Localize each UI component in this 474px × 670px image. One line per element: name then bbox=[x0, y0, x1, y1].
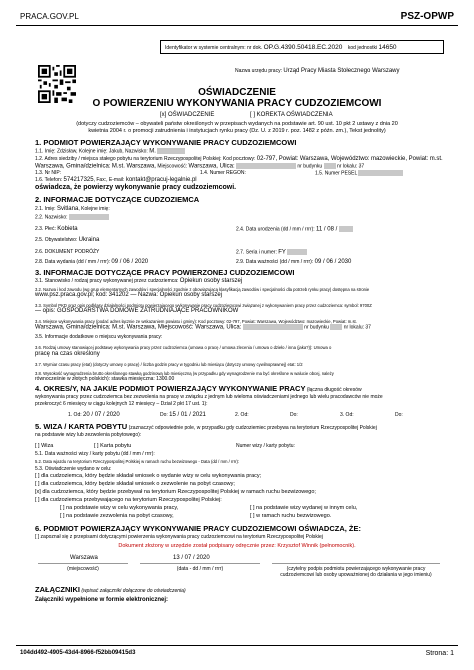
s3-building-label: nr budynku bbox=[304, 324, 329, 331]
s2-issue-label: 2.8. Data wydania (dd / mm / rrrr): bbox=[35, 259, 111, 265]
s2-name: Svitlana bbox=[56, 206, 79, 212]
s3-position: Opiekun osoby starszej bbox=[179, 278, 243, 284]
s1-voivodeship: mazowieckie, Powiat: bbox=[370, 156, 429, 162]
s4-line-2: przekroczyć 6 miesięcy w ciągu kolejnych 12 miesięcy – Dział 2 pkt 17 ust. 1): bbox=[35, 401, 208, 407]
section-2-title: 2. INFORMACJE DOTYCZĄCE CUDZOZIEMCA bbox=[35, 195, 200, 204]
page-header bbox=[16, 12, 458, 26]
s3-position-label: 3.1. Stanowisko / rodzaj pracy wykonywanej przez cudzoziemca: bbox=[35, 278, 179, 284]
s1-declaration: oświadcza, że powierzy wykonywanie pracy cudzoziemcowi. bbox=[35, 184, 237, 191]
s1-gmina: M.st. Warszawa, bbox=[111, 163, 156, 170]
s3-salary-label: 3.8. Wysokość wynagrodzenia brutto określonego stawką godzinową lub miesięczną (w przypadku gdy wynagrodzenie ma być określone w walucie obcej, należy bbox=[35, 371, 334, 376]
s1-fax-label: , Fax: bbox=[93, 177, 107, 183]
s4-to-3: Do: bbox=[395, 412, 403, 418]
s6-signed-note: Dokument złożony w urzędzie został podpisany odręcznie przez: Krzysztof Winnik (pełnomocnik). bbox=[118, 543, 356, 549]
s4-note: (łączna długość okresów bbox=[306, 387, 362, 393]
s3-contract-label: 3.6. Rodzaj umowy stanowiącej podstawę wykonywania pracy przez cudzoziemca (umowa o pracę / umowa zlecenia / umowa o dzieło / inna (jaka?)): Umowa o bbox=[35, 345, 332, 350]
s4-to-label: Do: bbox=[160, 412, 168, 418]
s4-from: 20 / 07 / 2020 bbox=[83, 412, 120, 418]
s2-travel-doc: 2.6. DOKUMENT PODRÓŻY bbox=[35, 249, 100, 255]
s1-phone: 574217325 bbox=[63, 177, 94, 183]
s3-workplace-label: 3.4. Miejsce wykonywania pracy (podać adres łącznie ze wskazaniem powiatu i gminy): Kod pocztowy: 02-797, Powiat: Warszawa, Województwo: mazowieckie, Powiat: m.st. bbox=[35, 319, 357, 324]
s2-dob: 11 / 08 / bbox=[316, 226, 338, 233]
s2-series-label: 2.7. Seria i numer: bbox=[236, 249, 277, 256]
s5-opt-6: [ ] na podstawie wizy wydanej w innym celu, bbox=[250, 505, 358, 511]
site-name: PRACA.GOV.PL bbox=[20, 12, 79, 21]
s1-regon: 1.4. Numer REGON: bbox=[200, 170, 246, 176]
s2-sex: Kobieta bbox=[57, 226, 78, 232]
redaction-block bbox=[330, 324, 342, 330]
s5-validity: 5.1. Data ważności wizy / karty pobytu (dd / mm / rrrr): bbox=[35, 451, 155, 457]
s5-opt-4: [ ] dla cudzoziemca przebywającego na terytorium Rzeczypospolitej Polskiej: bbox=[35, 497, 222, 503]
s5-opt-7: [ ] na podstawie zezwolenia na pobyt czasowy, bbox=[60, 513, 174, 519]
s1-email-label: , E-mail: bbox=[106, 177, 125, 183]
redaction-block bbox=[358, 170, 403, 176]
s2-dob-label: 2.4. Data urodzenia (dd / mm / rrrr): bbox=[236, 226, 315, 233]
attachments-note: (wpisać załączniki dołączone do oświadczenia) bbox=[81, 588, 186, 594]
form-subtitle: O POWIERZENIU WYKONYWANIA PRACY CUDZOZIEMCOWI bbox=[92, 98, 382, 109]
s5-opt-5: [ ] na podstawie wizy w celu wykonywania pracy, bbox=[60, 505, 179, 511]
id-label: Identyfikator w systemie centralnym: nr dok. bbox=[165, 45, 263, 51]
s5-number: Numer wizy / karty pobytu: bbox=[236, 443, 295, 449]
section-3-title: 3. INFORMACJE DOTYCZĄCE PRACY POWIERZONEJ CUDZOZIEMCOWI bbox=[35, 268, 295, 277]
s3-hours: 3.7. Wymiar czasu pracy (etat) (dotyczy umowy o pracę) / liczba godzin pracy w tygodniu lub miesiącu (dotyczy umowy cywilnoprawnej) etat: 1/2 bbox=[35, 362, 303, 367]
s2-sex-label: 2.3. Płeć: bbox=[35, 226, 56, 232]
document-uuid: 104dd492-4905-43d4-8966-f52bb09415d3 bbox=[20, 650, 136, 656]
s5-opt-2: [ ] dla cudzoziemca, który będzie składał wniosek o zezwolenie na pobyt czasowy; bbox=[35, 481, 235, 487]
s1-nip: 1.3. Nr NIP: bbox=[35, 170, 62, 176]
s6-signature-caption: (czytelny podpis podmiotu powierzającego wykonywanie pracy cudzoziemcowi lub osoby upoważnionej do działania w jego imieniu) bbox=[280, 566, 432, 578]
s2-issue-date: 09 / 06 / 2020 bbox=[111, 259, 149, 265]
form-title: OŚWIADCZENIE bbox=[198, 87, 276, 98]
s3-pkd-label: 3.3. Symbol PKD oraz opis podklasy działalności podmiotu powierzającego wykonywanie pracy cudzoziemcowi związanej z wykonywaniem pracy przez cudzoziemca: symbol: 9700Z bbox=[35, 303, 372, 308]
section-1-title: 1. PODMIOT POWIERZAJĄCY WYKONYWANIE PRACY CUDZOZIEMCOWI bbox=[35, 138, 297, 147]
doc-number: OP.G.4390.50418.EC.2020 bbox=[263, 44, 343, 51]
unit-code: 14650 bbox=[378, 44, 397, 51]
s5-entry: 5.2. Data wjazdu na terytorium Rzeczypospolitej Polskiej w ramach ruchu bezwizowego - Data (dd / mm / rrrr): bbox=[35, 459, 240, 464]
s2-citizenship: Ukraina bbox=[78, 237, 100, 243]
s3-salary: równocześnie w złotych polskich): stawka miesięczna: 1300.00 bbox=[35, 376, 175, 382]
redaction-block bbox=[236, 163, 296, 169]
s2-expiry-label: 2.9. Data ważności (dd / mm / rrrr): bbox=[236, 259, 314, 265]
section-5-title: 5. WIZA / KARTA POBYTU bbox=[35, 422, 128, 431]
option-declaration: [x] OŚWIADCZENIE bbox=[160, 112, 215, 118]
office-name: Urząd Pracy Miasta Stołecznego Warszawy bbox=[283, 68, 400, 74]
attachments-title: ZAŁĄCZNIKI bbox=[35, 585, 80, 594]
s2-next-name-label: , Kolejne imię: bbox=[78, 206, 110, 212]
s1-building-label: nr budynku bbox=[297, 163, 323, 170]
redaction-block bbox=[287, 249, 307, 255]
s4-from-3: 3. Od: bbox=[340, 412, 354, 418]
divider bbox=[272, 563, 440, 564]
s1-postcode: 02-797, Powiat: bbox=[256, 156, 299, 162]
s1-email: kontakt@pracuj-legalnie.pl bbox=[125, 177, 197, 183]
section-4-title: 4. OKRES/Y, NA JAKI/E PODMIOT POWIERZAJĄCY WYKONYWANIE PRACY bbox=[35, 384, 306, 393]
s1-gmina-label: Warszawa, Gmina/dzielnica: bbox=[35, 163, 111, 170]
form-code: PSZ-OPWP bbox=[400, 11, 454, 22]
s1-pesel-label: 1.5. Numer PESEL bbox=[315, 170, 358, 177]
s4-from-2: 2. Od: bbox=[235, 412, 249, 418]
divider bbox=[38, 563, 128, 564]
s3-workplace: Warszawa, Gmina/dzielnica: M.st. Warszawa, Miejscowość: Warszawa, Ulica: bbox=[35, 324, 242, 331]
s1-address-label: 1.2. Adres siedziby / miejsca stałego pobytu na terytorium Rzeczypospolitej Polskiej: Kod pocztowy: bbox=[35, 156, 256, 162]
s5-note-2: na podstawie wizy lub zezwolenia pobytowego): bbox=[35, 432, 142, 438]
intro-line-1: (dotyczy cudzoziemców – obywateli państw określonych w przepisach wydanych na podstawie art. 90 ust. 10 pkt 2 ustawy z dnia 20 bbox=[76, 121, 398, 127]
s5-note: (zaznaczyć odpowiednie pole, w przypadku gdy cudzoziemiec przebywa na terytorium Rzeczypospolitej Polskiej bbox=[128, 425, 377, 431]
s6-statement: [ ] zapoznał się z przepisami dotyczącymi powierzenia wykonywania pracy cudzoziemcowi na terytorium Rzeczypospolitej Polskiej bbox=[35, 534, 323, 540]
s1-surname: M. bbox=[149, 148, 156, 155]
s6-city: Warszawa bbox=[70, 555, 98, 561]
s5-visa: [ ] Wiza bbox=[35, 443, 54, 449]
s3-profession-label: 3.2. Nazwa i kod zawodu (wg grup elementarnych zawodów i specjalności zgodnie z obowiązującą klasyfikacją zawodów i specjalności dla potrzeb rynku pracy) dostępna na stronie bbox=[35, 287, 370, 292]
intro-line-2: kwietnia 2004 r. o promocji zatrudnienia i instytucjach rynku pracy (Dz. U. z 2019 r. poz. 1482 z późn. zm.), Tekst jednolity) bbox=[88, 128, 386, 134]
divider bbox=[140, 563, 260, 564]
page-number: Strona: 1 bbox=[425, 650, 454, 657]
s3-additional: 3.5. Informacje dodatkowe o miejscu wykonywania pracy: bbox=[35, 334, 163, 340]
s6-city-caption: (miejscowość) bbox=[67, 566, 99, 572]
redaction-block bbox=[69, 214, 109, 220]
redaction-block bbox=[157, 148, 185, 154]
s1-city: Warszawa, Województwo: bbox=[299, 156, 370, 162]
s2-surname-label: 2.2. Nazwisko: bbox=[35, 214, 68, 221]
s3-code-label: www.psz.praca.gov.pl; kod: bbox=[35, 292, 108, 298]
s3-profession: 341202 — Nazwa: Opiekun osoby starszej bbox=[108, 292, 223, 298]
s1-name-label: 1.1. Imię: Zdzisław, Kolejne imię: Jakub, Nazwisko: bbox=[35, 148, 148, 155]
s5-opt-1: [ ] dla cudzoziemca, który będzie składał wniosek o wydanie wizy w celu wykonywania pracy; bbox=[35, 473, 262, 479]
s2-name-label: 2.1. Imię: bbox=[35, 206, 56, 212]
s4-to: 15 / 01 / 2021 bbox=[169, 412, 206, 418]
s3-contract: pracę na czas określony bbox=[35, 351, 100, 357]
redaction-block bbox=[339, 226, 353, 232]
s1-phone-label: 1.6. Telefon: bbox=[35, 177, 63, 183]
s2-series: FY bbox=[278, 249, 286, 256]
s3-pkd-desc: — opis: GOSPODARSTWA DOMOWE ZATRUDNIAJĄCE PRACOWNIKÓW bbox=[35, 308, 239, 314]
s2-expiry-date: 09 / 06 / 2030 bbox=[314, 259, 352, 265]
office-label: Nazwa urzędu pracy: bbox=[235, 68, 282, 74]
s5-residence-card: [ ] Karta pobytu bbox=[94, 443, 132, 449]
s1-flat: nr lokalu: 37 bbox=[336, 163, 365, 170]
s4-line-1: wykonywania pracy przez cudzoziemca bez zezwolenia na pracę w związku z jednym lub wieloma oświadczeniami jednego lub wielu pracodawców nie może bbox=[35, 394, 383, 400]
page-footer bbox=[16, 645, 458, 659]
attachments-electronic: Załączniki wypełnione w formie elektronicznej: bbox=[35, 597, 169, 603]
document-id-box bbox=[160, 40, 444, 54]
redaction-block bbox=[324, 163, 336, 169]
s6-date: 13 / 07 / 2020 bbox=[173, 555, 210, 561]
s5-opt-3: [x] dla cudzoziemca, który będzie przebywał na terytorium Rzeczypospolitej Polskiej w ramach ruchu bezwizowego; bbox=[35, 489, 316, 495]
section-6-title: 6. PODMIOT POWIERZAJĄCY WYKONYWANIE PRACY CUDZOZIEMCOWI OŚWIADCZA, ŻE: bbox=[35, 524, 361, 533]
unit-label: kod jednostki bbox=[347, 45, 378, 51]
s5-purpose: 5.3. Oświadczenie wydano w celu: bbox=[35, 466, 112, 472]
s6-date-caption: (data - dd / mm / rrrr) bbox=[176, 566, 224, 572]
s4-from-label: 1. Od: bbox=[68, 412, 82, 418]
s1-town: Warszawa, Ulica: bbox=[188, 163, 235, 170]
s1-town-label: Miejscowość: bbox=[157, 163, 188, 170]
s3-flat: nr lokalu: 37 bbox=[343, 324, 371, 331]
option-correction: [ ] KOREKTA OŚWIADCZENIA bbox=[250, 112, 333, 118]
s5-opt-8: [ ] w ramach ruchu bezwizowego. bbox=[250, 513, 332, 519]
s2-citizenship-label: 2.5. Obywatelstwo: bbox=[35, 237, 78, 243]
redaction-block bbox=[243, 324, 303, 330]
s1-county: m.st. bbox=[429, 156, 443, 162]
s4-to-2: Do: bbox=[290, 412, 298, 418]
